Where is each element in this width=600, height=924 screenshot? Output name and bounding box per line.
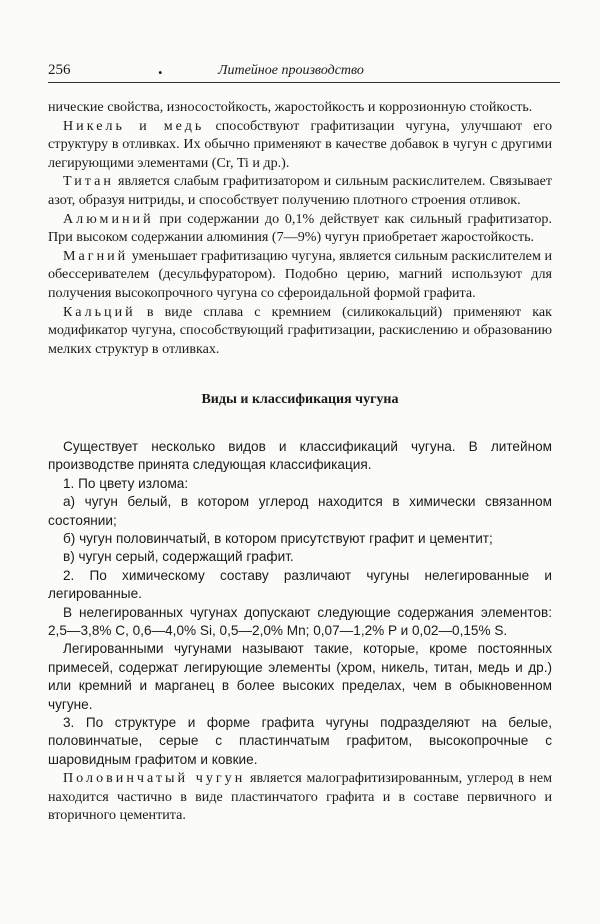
list-item-by-fracture: 1. По цвету излома: <box>63 475 189 491</box>
paragraph-unalloyed: В нелегированных чугунах допускают следующие содержания элементов: 2,5—3,8% C, 0,6—4,0% Si, 0,5—2,0% Mn; 0,07—1,2% P и 0,02—0,15% S. <box>48 604 552 638</box>
paragraph-titanium <box>48 172 552 209</box>
text-calcium: в виде сплава с кремнием (силикокальций) применяют как модификатор чугуна, способствующий графитизации, раскислению и образованию мелких структур в отливках. <box>48 303 552 357</box>
paragraph-intro: Существует несколько видов и классификаций чугуна. В литейном производстве принята следующая классификация. <box>48 438 552 473</box>
header-rule <box>48 82 560 83</box>
text-aluminium: при содержании до 0,1% действует как сильный графитизатор. При высоком содержании алюминия (7—9%) чугун приобретает жаростойкость. <box>48 210 552 246</box>
term-magnesium: Магний <box>63 247 129 264</box>
header-dot: . <box>158 58 163 78</box>
text-nickel-copper: способствуют графитизации чугуна, улучшают его структуру в отливках. Их обычно применяют в качестве добавок в чугун с другими легирующими элементами (Cr, Ti и др.). <box>48 117 553 171</box>
page-body <box>48 98 552 825</box>
term-aluminium: Алюминий <box>63 210 154 227</box>
text-titanium: является слабым графитизатором и сильным раскислителем. Связывает азот, образуя нитриды, и способствует получению плотного строения отливок. <box>48 173 552 208</box>
paragraph-mottled <box>48 769 552 825</box>
list-item-grey-iron: в) чугун серый, содержащий графит. <box>63 549 294 565</box>
term-mottled: Половинчатый чугун <box>63 770 246 787</box>
text-mottled: является малографитизированным, углерод в нем находится частично в виде пластинчатого графита и в составе первичного и вторичного цементита. <box>48 770 552 824</box>
paragraph-alloyed: Легированными чугунами называют такие, которые, кроме постоянных примесей, содержат легирующие элементы (хром, никель, титан, медь и др.) или кремний и марганец в более высоких пределах, чем в обыкновенном чугуне. <box>48 641 552 712</box>
list-item-white-iron: а) чугун белый, в котором углерод находится в химически связанном состоянии; <box>48 494 552 528</box>
classification-section <box>48 438 552 769</box>
running-header <box>48 58 552 82</box>
term-calcium: Кальций <box>63 303 136 320</box>
page-number: 256 <box>48 62 71 78</box>
list-item-mottled-iron: б) чугун половинчатый, в котором присутствуют графит и цементит; <box>63 530 493 546</box>
section-heading: Виды и классификация чугуна <box>201 392 399 408</box>
paragraph-continuation: нические свойства, износостойкость, жаростойкость и коррозионную стойкость. <box>48 99 533 115</box>
paragraph-magnesium <box>48 247 552 303</box>
list-item-by-structure: 3. По структуре и форме графита чугуны подразделяют на белые, половинчатые, серые с пластинчатым графитом, высокопрочные с шаровидным графитом и ковкие. <box>48 715 552 767</box>
paragraph-nickel-copper <box>48 117 552 173</box>
running-title: Литейное производство <box>218 63 364 78</box>
term-titanium: Титан <box>63 173 114 190</box>
paragraph-aluminium <box>48 210 552 247</box>
text-magnesium: уменьшает графитизацию чугуна, является сильным раскислителем и обессеривателем (десульфуратором). Подобно церию, магний используют для получения высокопрочного чугуна со сфероидальной формой графита. <box>48 247 552 301</box>
list-item-by-composition: 2. По химическому составу различают чугуны нелегированные и легированные. <box>48 567 552 602</box>
paragraph-calcium <box>48 303 552 359</box>
term-nickel-copper: Никель и медь <box>63 117 205 134</box>
